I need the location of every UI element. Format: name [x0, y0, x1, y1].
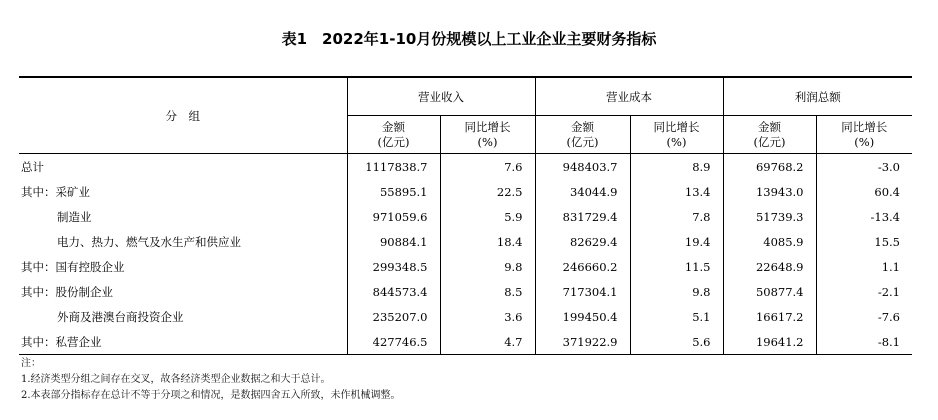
header-cost-amount: 金额 (亿元)	[535, 116, 630, 154]
cell-revenue: 299348.5	[347, 254, 440, 279]
table-title: 表1 2022年1-10月份规模以上工业企业主要财务指标	[281, 30, 657, 48]
financial-indicators-table	[19, 76, 912, 355]
cell-revenue-growth: 8.5	[440, 279, 535, 304]
table-row	[19, 204, 912, 229]
cell-profit-growth: 60.4	[816, 179, 912, 204]
cell-profit-growth: -13.4	[816, 204, 912, 229]
table-row	[19, 154, 912, 180]
cell-revenue-growth: 22.5	[440, 179, 535, 204]
table-row	[19, 304, 912, 329]
table-row	[19, 229, 912, 254]
cell-cost-growth: 11.5	[630, 254, 723, 279]
header-cost-growth: 同比增长 (%)	[630, 116, 723, 154]
cell-profit: 22648.9	[723, 254, 816, 279]
row-label: 制造业	[57, 209, 92, 224]
table-row	[19, 279, 912, 304]
header-revenue-growth: 同比增长 (%)	[440, 116, 535, 154]
row-label: 外商及港澳台商投资企业	[57, 309, 184, 324]
table-row	[19, 254, 912, 279]
cell-cost-growth: 5.1	[630, 304, 723, 329]
cell-revenue-growth: 3.6	[440, 304, 535, 329]
row-label: 总计	[21, 159, 44, 174]
cell-profit: 69768.2	[723, 154, 816, 180]
cell-profit-growth: 1.1	[816, 254, 912, 279]
row-label: 其中：股份制企业	[21, 284, 113, 299]
cell-profit: 16617.2	[723, 304, 816, 329]
cell-cost: 82629.4	[535, 229, 630, 254]
cell-revenue-growth: 4.7	[440, 329, 535, 355]
row-label: 其中：国有控股企业	[21, 259, 125, 274]
header-profit-amount: 金额 (亿元)	[723, 116, 816, 154]
cell-profit: 4085.9	[723, 229, 816, 254]
cell-cost: 34044.9	[535, 179, 630, 204]
notes-heading: 注：	[21, 358, 41, 369]
cell-profit-growth: -8.1	[816, 329, 912, 355]
cell-profit-growth: -2.1	[816, 279, 912, 304]
cell-profit: 50877.4	[723, 279, 816, 304]
cell-cost-growth: 19.4	[630, 229, 723, 254]
cell-cost: 199450.4	[535, 304, 630, 329]
cell-revenue: 427746.5	[347, 329, 440, 355]
cell-revenue-growth: 5.9	[440, 204, 535, 229]
cell-revenue-growth: 9.8	[440, 254, 535, 279]
cell-cost-growth: 5.6	[630, 329, 723, 355]
cell-cost: 246660.2	[535, 254, 630, 279]
header-revenue: 营业收入	[347, 77, 535, 116]
cell-profit-growth: -3.0	[816, 154, 912, 180]
header-revenue-amount: 金额 (亿元)	[347, 116, 440, 154]
note-1: 1.经济类型分组之间存在交叉，故各经济类型企业数据之和大于总计。	[21, 374, 331, 385]
cell-cost-growth: 8.9	[630, 154, 723, 180]
cell-revenue-growth: 7.6	[440, 154, 535, 180]
cell-revenue: 1117838.7	[347, 154, 440, 180]
note-2: 2.本表部分指标存在总计不等于分项之和情况，是数据四舍五入所致，未作机械调整。	[21, 390, 401, 401]
cell-profit: 13943.0	[723, 179, 816, 204]
cell-revenue: 90884.1	[347, 229, 440, 254]
cell-cost-growth: 9.8	[630, 279, 723, 304]
cell-cost: 831729.4	[535, 204, 630, 229]
table-row	[19, 179, 912, 204]
row-label: 电力、热力、燃气及水生产和供应业	[57, 234, 241, 249]
cell-cost-growth: 13.4	[630, 179, 723, 204]
cell-revenue: 844573.4	[347, 279, 440, 304]
cell-revenue: 971059.6	[347, 204, 440, 229]
cell-profit: 51739.3	[723, 204, 816, 229]
table-row	[19, 329, 912, 355]
row-label: 其中：私营企业	[19, 329, 347, 355]
cell-cost: 948403.7	[535, 154, 630, 180]
header-group: 分 组	[19, 77, 347, 154]
header-cost: 营业成本	[535, 77, 723, 116]
cell-cost-growth: 7.8	[630, 204, 723, 229]
cell-profit-growth: -7.6	[816, 304, 912, 329]
header-profit: 利润总额	[723, 77, 912, 116]
cell-cost: 717304.1	[535, 279, 630, 304]
header-profit-growth: 同比增长 (%)	[816, 116, 912, 154]
cell-revenue: 55895.1	[347, 179, 440, 204]
cell-profit-growth: 15.5	[816, 229, 912, 254]
cell-profit: 19641.2	[723, 329, 816, 355]
cell-revenue-growth: 18.4	[440, 229, 535, 254]
cell-revenue: 235207.0	[347, 304, 440, 329]
cell-cost: 371922.9	[535, 329, 630, 355]
table-notes	[21, 356, 401, 404]
row-label: 其中：采矿业	[21, 184, 90, 199]
